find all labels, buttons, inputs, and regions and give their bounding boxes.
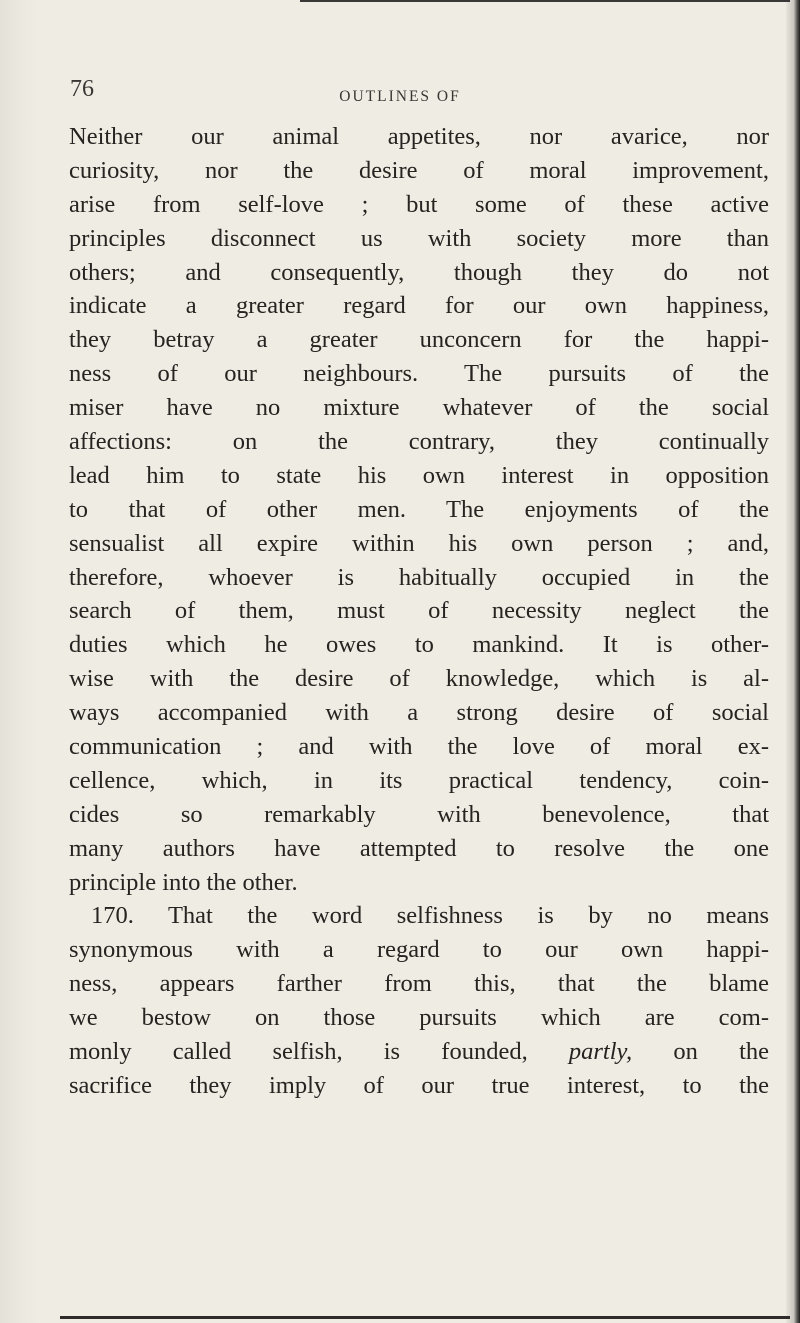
- text-line: miser have no mixture whatever of the social: [69, 394, 769, 422]
- bottom-edge-line: [60, 1316, 790, 1319]
- paragraph-170: [69, 899, 769, 1102]
- text-line: ways accompanied with a strong desire of social: [69, 699, 769, 727]
- page-gutter-shadow: [0, 0, 40, 1323]
- text-line: others; and consequently, though they do not: [69, 258, 769, 286]
- page-number: 76: [70, 76, 94, 102]
- text-line: we bestow on those pursuits which are com-: [69, 1004, 769, 1032]
- text-line: search of them, must of necessity neglect the: [69, 597, 769, 625]
- paragraph-1: [69, 120, 769, 899]
- running-head: OUTLINES OF: [339, 88, 461, 105]
- text-line: duties which he owes to mankind. It is other-: [69, 631, 769, 659]
- text-line: communication ; and with the love of moral ex-: [69, 733, 769, 761]
- text-line: [69, 1035, 769, 1069]
- text-line: ness of our neighbours. The pursuits of the: [69, 360, 769, 388]
- text-line: synonymous with a regard to our own happi-: [69, 936, 769, 964]
- page-edge: [786, 0, 800, 1323]
- text-line: to that of other men. The enjoyments of the: [69, 495, 769, 523]
- text-line: cides so remarkably with benevolence, that: [69, 800, 769, 828]
- text-line: indicate a greater regard for our own happiness,: [69, 292, 769, 320]
- text-line: curiosity, nor the desire of moral improvement,: [69, 156, 769, 184]
- text-line: sacrifice they imply of our true interest, to the: [69, 1071, 769, 1099]
- text-line: 170. That the word selfishness is by no means: [91, 902, 769, 930]
- text-line: ness, appears farther from this, that the blame: [69, 970, 769, 998]
- text-line: many authors have attempted to resolve the one: [69, 834, 769, 862]
- text-line: cellence, which, in its practical tendency, coin-: [69, 766, 769, 794]
- text-line: arise from self-love ; but some of these active: [69, 190, 769, 218]
- text-line: wise with the desire of knowledge, which is al-: [69, 665, 769, 693]
- mixed-line: monly called selfish, is founded, partly, on the: [69, 1038, 769, 1066]
- text-line: therefore, whoever is habitually occupied in the: [69, 563, 769, 591]
- text-line: principles disconnect us with society more than: [69, 224, 769, 252]
- top-edge-line: [300, 0, 790, 2]
- text-line: affections: on the contrary, they continually: [69, 428, 769, 456]
- text-line: sensualist all expire within his own person ; and,: [69, 529, 769, 557]
- text-line: principle into the other.: [69, 868, 298, 896]
- text-line: they betray a greater unconcern for the happi-: [69, 326, 769, 354]
- text-line: Neither our animal appetites, nor avarice, nor: [69, 123, 769, 150]
- italic-word: partly,: [568, 1038, 633, 1066]
- text-line: lead him to state his own interest in opposition: [69, 461, 769, 489]
- body-text: [69, 120, 769, 1103]
